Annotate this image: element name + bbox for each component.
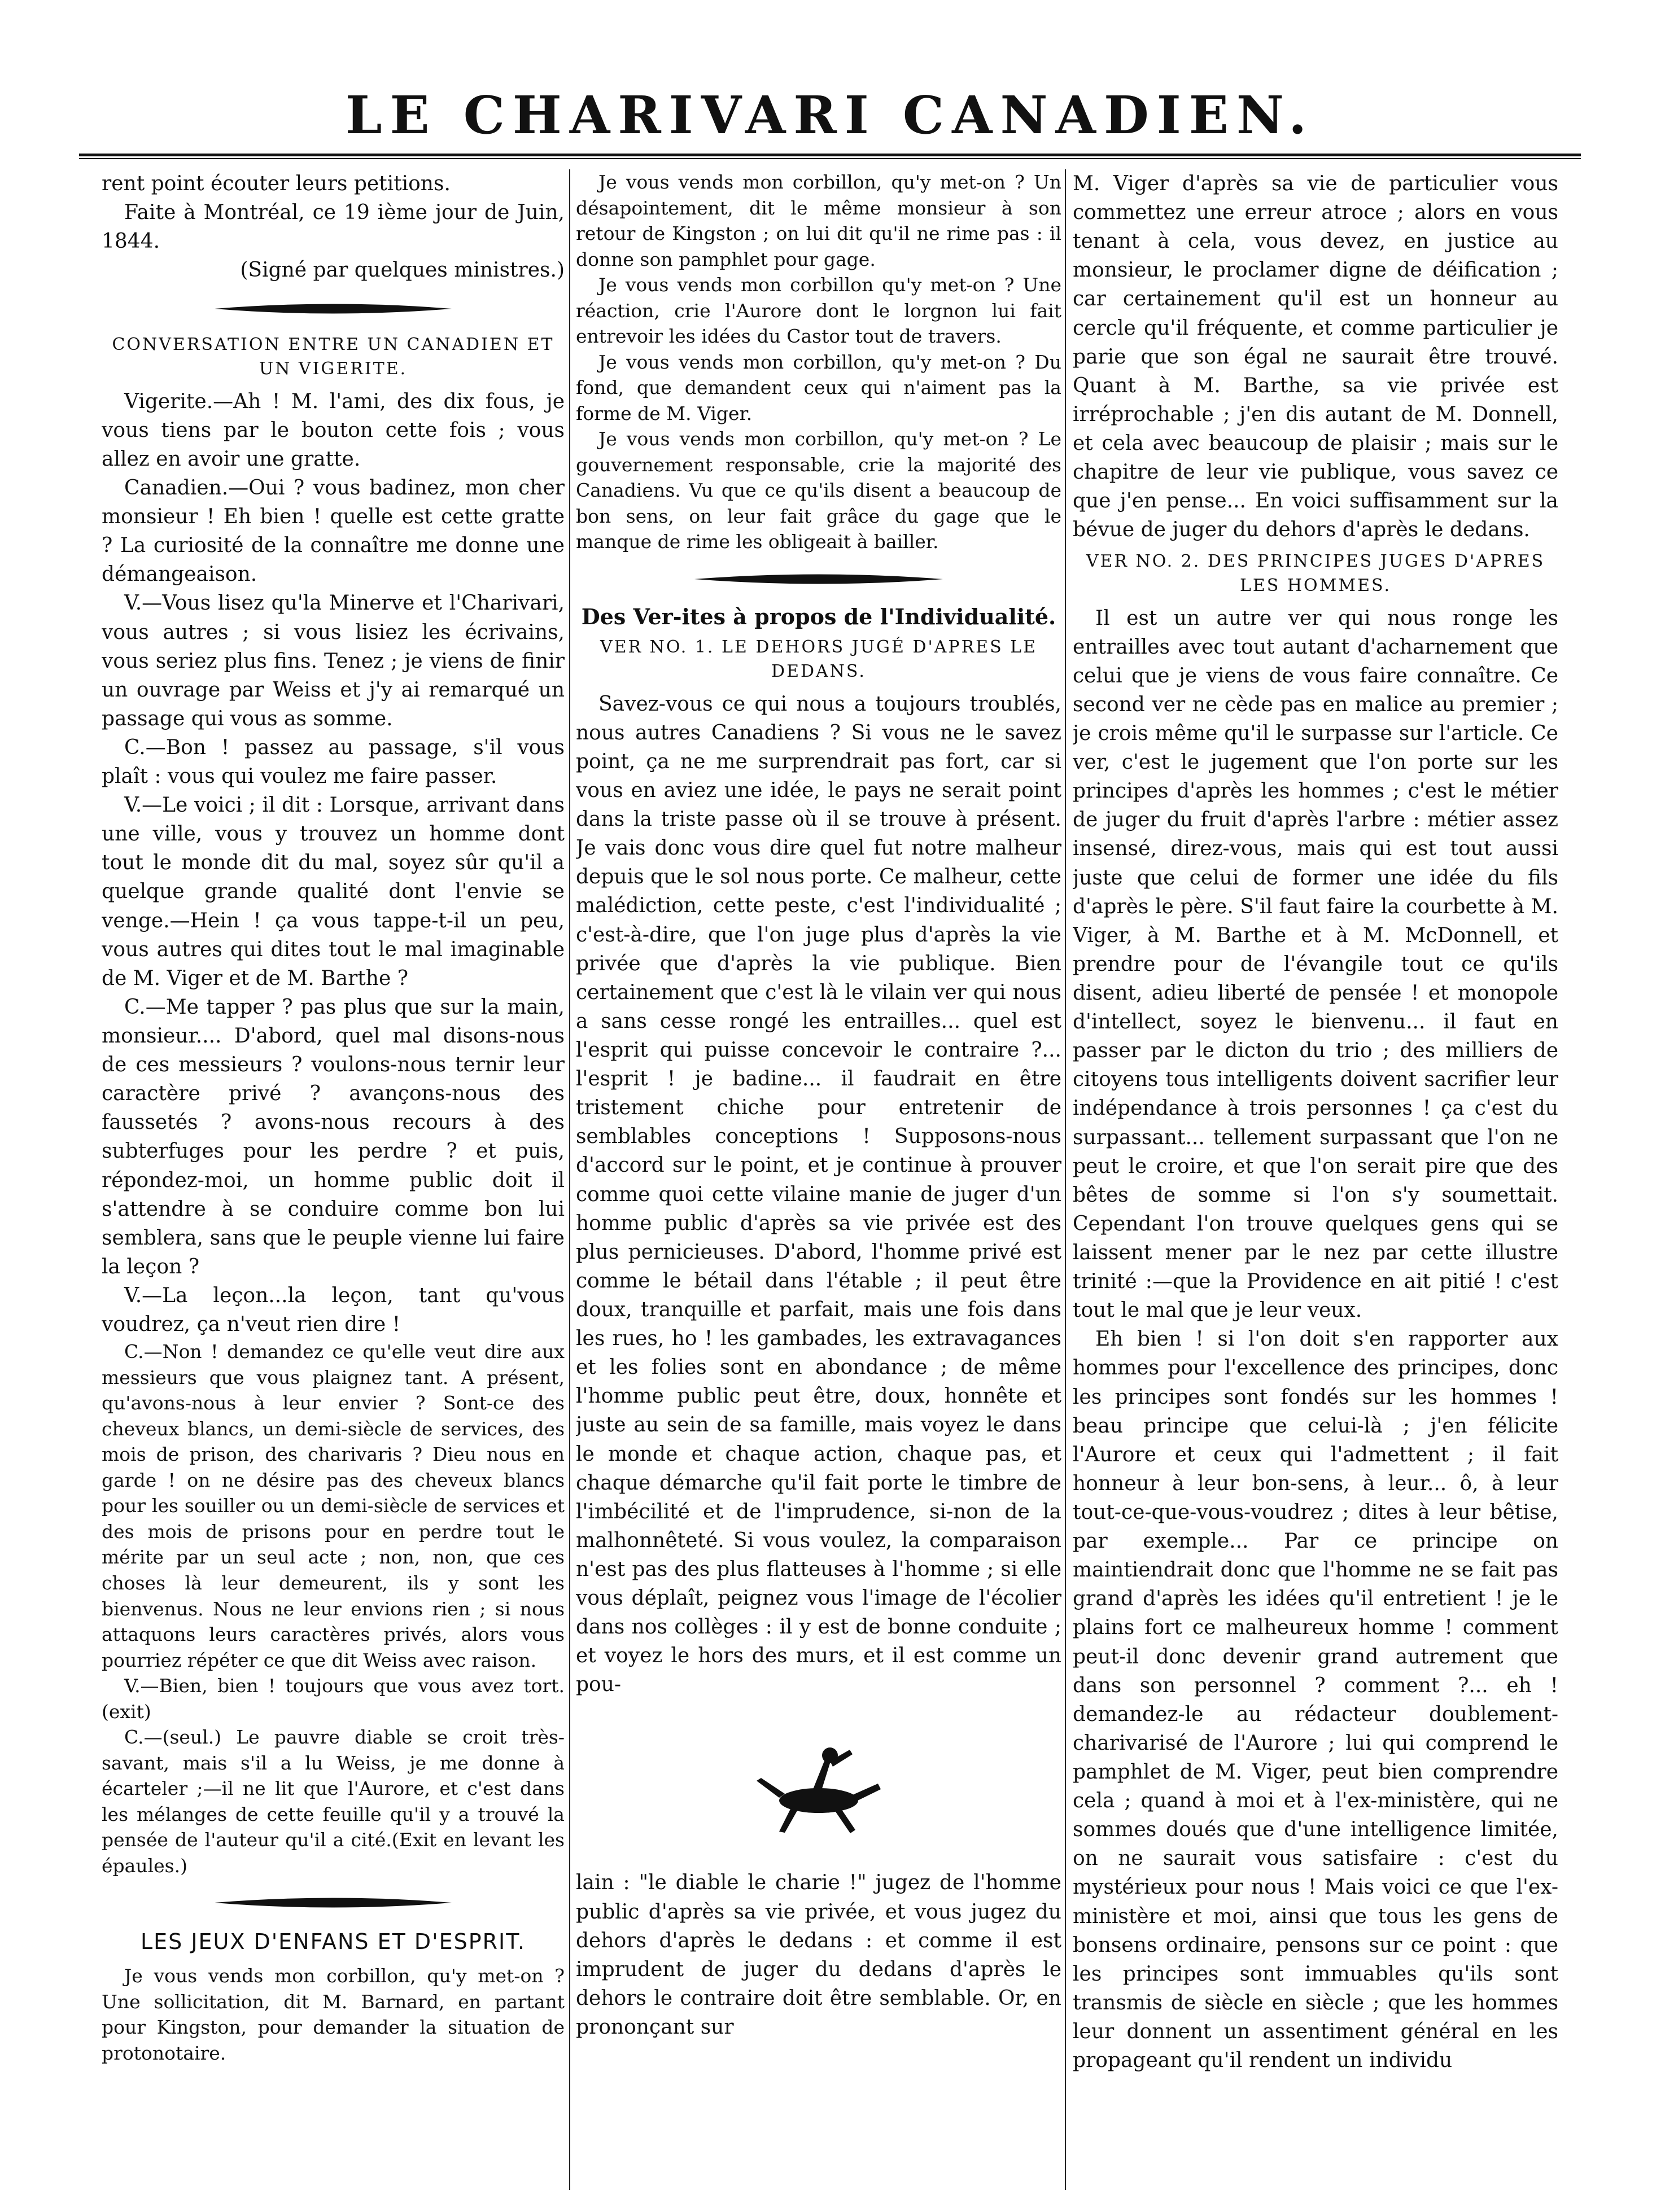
paragraph: Je vous vends mon corbillon, qu'y met-on ? Un désapointement, dit le même monsieur à son retour de Kingston ; on lui dit qu'il ne rime pas : il donne son pamphlet pour gage. [576,171,1061,270]
signature: (Signé par quelques ministres.) [240,259,565,282]
conversation-body [102,387,565,1879]
paragraph: V.—La leçon...la leçon, tant qu'vous voudrez, ça n'veut rien dire ! [102,1284,565,1337]
veri-title: Des Ver-ites à propos de l'Individualité. [581,603,1056,629]
ornament-rule-icon [215,301,452,316]
column-1 [102,169,565,2190]
column-2 [576,169,1061,2190]
dateline: Faite à Montréal, ce 19 ième jour de Juin, 1844. [102,201,565,253]
paragraph: V.—Vous lisez qu'la Minerve et l'Charivari, vous autres ; si vous lisiez les écrivains, vous seriez plus fins. Tenez ; je viens de finir un ouvrage par Weiss et j'y ai remarqué un passage qui vous as somme. [102,592,565,730]
jeux-title: LES JEUX D'ENFANS ET D'ESPRIT. [140,1929,526,1955]
paragraph: Vigerite.—Ah ! M. l'ami, des dix fous, je vous tiens par le bouton cette fois ; vous allez en avoir une gratte. [102,389,565,471]
ver1-title: VER NO. 1. LE DEHORS JUGÉ D'APRES LE DEDANS. [600,637,1037,682]
masthead-rule [79,154,1581,156]
paragraph: V.—Le voici ; il dit : Lorsque, arrivant dans une ville, vous y trouvez un homme dont tout le monde dit du mal, soyez sûr qu'il a quelque grande qualité dont l'envie se venge.—Hein ! ça vous tappe-t-il un peu, vous autres qui dites tout le mal imaginable de M. Viger et de M. Barthe ? [102,794,565,990]
paragraph: M. Viger d'après sa vie de particulier vous commettez une erreur atroce ; alors en vous tenant à cela, vous devez, en justice au monsieur, le proclamer digne de déification ; car certainement qu'il est un honneur au cercle qu'il fréquente, et comme particulier je parie que son égal ne saurait être trouvé. Quant à M. Barthe, sa vie privée est irréprochable ; j'en dis autant de M. Donnell, et cela avec beaucoup de plaisir ; mais sur le chapitre de leur vie publique, vous savez ce que j'en pense... En voici suffisamment sur la bévue de juger du dehors d'après le dedans. [1073,172,1558,542]
ornament-rule-icon [694,572,943,586]
column-divider [1065,169,1066,2190]
ver1-continuation: lain : "le diable le charie !" jugez de l'homme public d'après sa vie privée, et vous jugez du dehors d'après le dedans : et comme il est imprudent de juger du dedans d'après le dehors le contraire doit être semblable. Or, en prononçant sur [576,1871,1061,2039]
masthead-rule-thin [79,158,1581,159]
paragraph: C.—(seul.) Le pauvre diable se croit très-savant, mais s'il a lu Weiss, je me donne à écarteler ;—il ne lit que l'Aurore, et c'est dans les mélanges de cette feuille qu'il y a trouvé la pensée de l'auteur qu'il a cité.(Exit en levant les épaules.) [102,1726,565,1877]
horse-rider-vignette-icon [745,1727,892,1840]
paragraph: C.—Non ! demandez ce qu'elle veut dire aux messieurs que vous plaignez tant. A présent, qu'avons-nous à leur envier ? Sont-ce des cheveux blancs, un demi-siècle de services, des mois de prison, des charivaris ? Dieu nous en garde ! on ne désire pas des cheveux blancs pour les souiller ou un demi-siècle de services et des mois de prisons pour en perdre tout le mérite par un seul acte ; non, non, que ces choses là leur demeurent, ils y sont les bienvenus. Nous ne leur envions rien ; si nous attaquons leurs caractères privés, alors vous pourriez répéter ce que dit Weiss avec raison. [102,1341,565,1671]
column-divider [569,169,570,2190]
column-3 [1073,169,1558,2190]
paragraph: Je vous vends mon corbillon, qu'y met-on ? Le gouvernement responsable, crie la majorité des Canadiens. Vu que ce qu'ils disent a beaucoup de bon sens, on leur fait grâce du gage que le manque de rime les obligeait à bailler. [576,428,1061,553]
paragraph: C.—Bon ! passez au passage, s'il vous plaît : vous qui voulez me faire passer. [102,735,565,789]
paragraph: V.—Bien, bien ! toujours que vous avez tort. (exit) [102,1675,565,1723]
ornament-rule-icon [215,1895,452,1910]
ver1-paragraph: Savez-vous ce qui nous a toujours troublés, nous autres Canadiens ? Si vous ne le savez point, ça ne me surprendrait pas fort, car si vous en aviez une idée, le pays ne serait point dans la triste passe où il se trouve à présent. Je vais donc vous dire quel fut notre malheur depuis que le sol nous porte. Ce malheur, cette malédiction, cette peste, c'est l'individualité ; c'est-à-dire, que l'on juge plus d'après la vie privée que d'après la vie publique. Bien certainement que c'est là le vilain ver qui nous a sans cesse rongé les entrailles... quel est l'esprit qui puisse concevoir le contraire ?... l'esprit ! je badine... il faudrait en être tristement chiche pour entretenir de semblables conceptions ! Supposons-nous d'accord sur le point, et je continue à prouver comme quoi cette vilaine manie de juger d'un homme public d'après sa vie privée est des plus pernicieuses. D'abord, l'homme privé est comme le bétail dans l'étable ; il peut être doux, tranquille et parfait, mais une fois dans les rues, ho ! les gambades, les extravagances et les folies sont en abondance ; de même l'homme public peut être, doux, honnête et juste au sein de sa famille, mais voyez le dans le monde et chaque action, chaque pas, et chaque démarche qu'il fait porte le timbre de l'imbécilité et de l'imprudence, si-non de la malhonnêteté. Si vous voulez, la comparaison n'est pas des plus flatteuses à l'homme ; si elle vous déplaît, peignez vous l'image de l'écolier dans nos collèges : il y est de bonne conduite ; et voyez le hors des murs, et il est comme un pou- [576,692,1061,1697]
paragraph: Canadien.—Oui ? vous badinez, mon cher monsieur ! Eh bien ! quelle est cette gratte ? La curiosité de la connaître me donne une démangeaison. [102,476,565,586]
paragraph: Eh bien ! si l'on doit s'en rapporter aux hommes pour l'excellence des principes, donc les principes sont fondés sur les hommes ! beau principe que celui-là ; j'en félicite l'Aurore et ceux qui l'admettent ; il fait honneur à leur bon-sens, à leur... ô, à leur tout-ce-que-vous-voudrez ; dites à leur bêtise, par exemple... Par ce principe on maintiendrait donc que l'homme ne se fait pas grand d'après les idées qu'il entretient ! je le plains fort ce malheureux homme ! comment peut-il donc devenir grand autrement que dans son personnel ? comment ?... eh ! demandez-le au rédacteur doublement-charivarisé de l'Aurore ; lui qui comprend le pamphlet de M. Viger, peut bien comprendre cela ; quand à moi et à l'ex-ministère, qui ne sommes doués que d'une intelligence limitée, on ne saurait vous satisfaire : c'est du mystérieux pour nous ! Mais voici ce que l'ex-ministère et moi, ainsi que tous les gens de bonsens ordinaire, pensons sur ce point : que les principes sont immuables qu'ils sont transmis de siècle en siècle ; que les hommes leur donnent un assentiment général en les propageant qu'il rendent un individu [1073,1328,1558,2073]
ver2-title: VER NO. 2. DES PRINCIPES JUGES D'APRES LES HOMMES. [1086,551,1545,596]
column-1-opening: rent point écouter leurs petitions. [102,172,451,195]
paragraph: C.—Me tapper ? pas plus que sur la main, monsieur.... D'abord, quel mal disons-nous de ces messieurs ? voulons-nous ternir leur caractère privé ? avançons-nous des faussetés ? avons-nous recours à des subterfuges pour les perdre ? et puis, répondez-moi, un homme public doit il s'attendre à se conduire comme bon lui semblera, sans que le peuple vienne lui faire la leçon ? [102,995,565,1278]
masthead: LE CHARIVARI CANADIEN. [345,85,1315,146]
paragraph: Je vous vends mon corbillon qu'y met-on ? Une réaction, crie l'Aurore dont le lorgnon lui fait entrevoir les idées du Castor tout de travers. [576,274,1061,348]
conversation-title: CONVERSATION ENTRE UN CANADIEN ET UN VIGERITE. [112,335,554,379]
paragraph: Il est un autre ver qui nous ronge les entrailles avec tout autant d'acharnement que celui que je viens de vous faire connaître. Ce second ver ne cède pas en malice au premier ; je crois même qu'il le surpasse sur l'article. Ce ver, c'est le jugement que l'on porte sur les principes d'après les hommes ; c'est le métier de juger du fruit d'après l'arbre : métier assez insensé, direz-vous, mais qui est tout aussi juste que celui de former une idée du fils d'après le père. S'il faut faire la courbette à M. Viger, à M. Barthe et à M. McDonnell, et prendre pour de l'évangile tout ce qu'ils disent, adieu liberté de pensée ! et monopole d'intellect, soyez le bienvenu... il faut en passer par le dicton du trio ; des milliers de citoyens tous intelligents doivent sacrifier leur indépendance à trois personnes ! ça c'est du surpassant... tellement surpassant que l'on ne peut le croire, et que l'on serait pire que des bêtes de somme si l'on s'y soumettait. Cependant l'on trouve quelques gens qui se laissent mener par le nez par cette illustre trinité :—que la Providence en ait pitié ! c'est tout le mal que je leur veux. [1073,606,1558,1322]
paragraph: Je vous vends mon corbillon, qu'y met-on ? Du fond, que demandent ceux qui n'aiment pas la forme de M. Viger. [576,351,1061,424]
jeux-paragraph: Je vous vends mon corbillon, qu'y met-on ? Une sollicitation, dit M. Barnard, en partant pour Kingston, pour demander la situation de protonotaire. [102,1965,565,2064]
